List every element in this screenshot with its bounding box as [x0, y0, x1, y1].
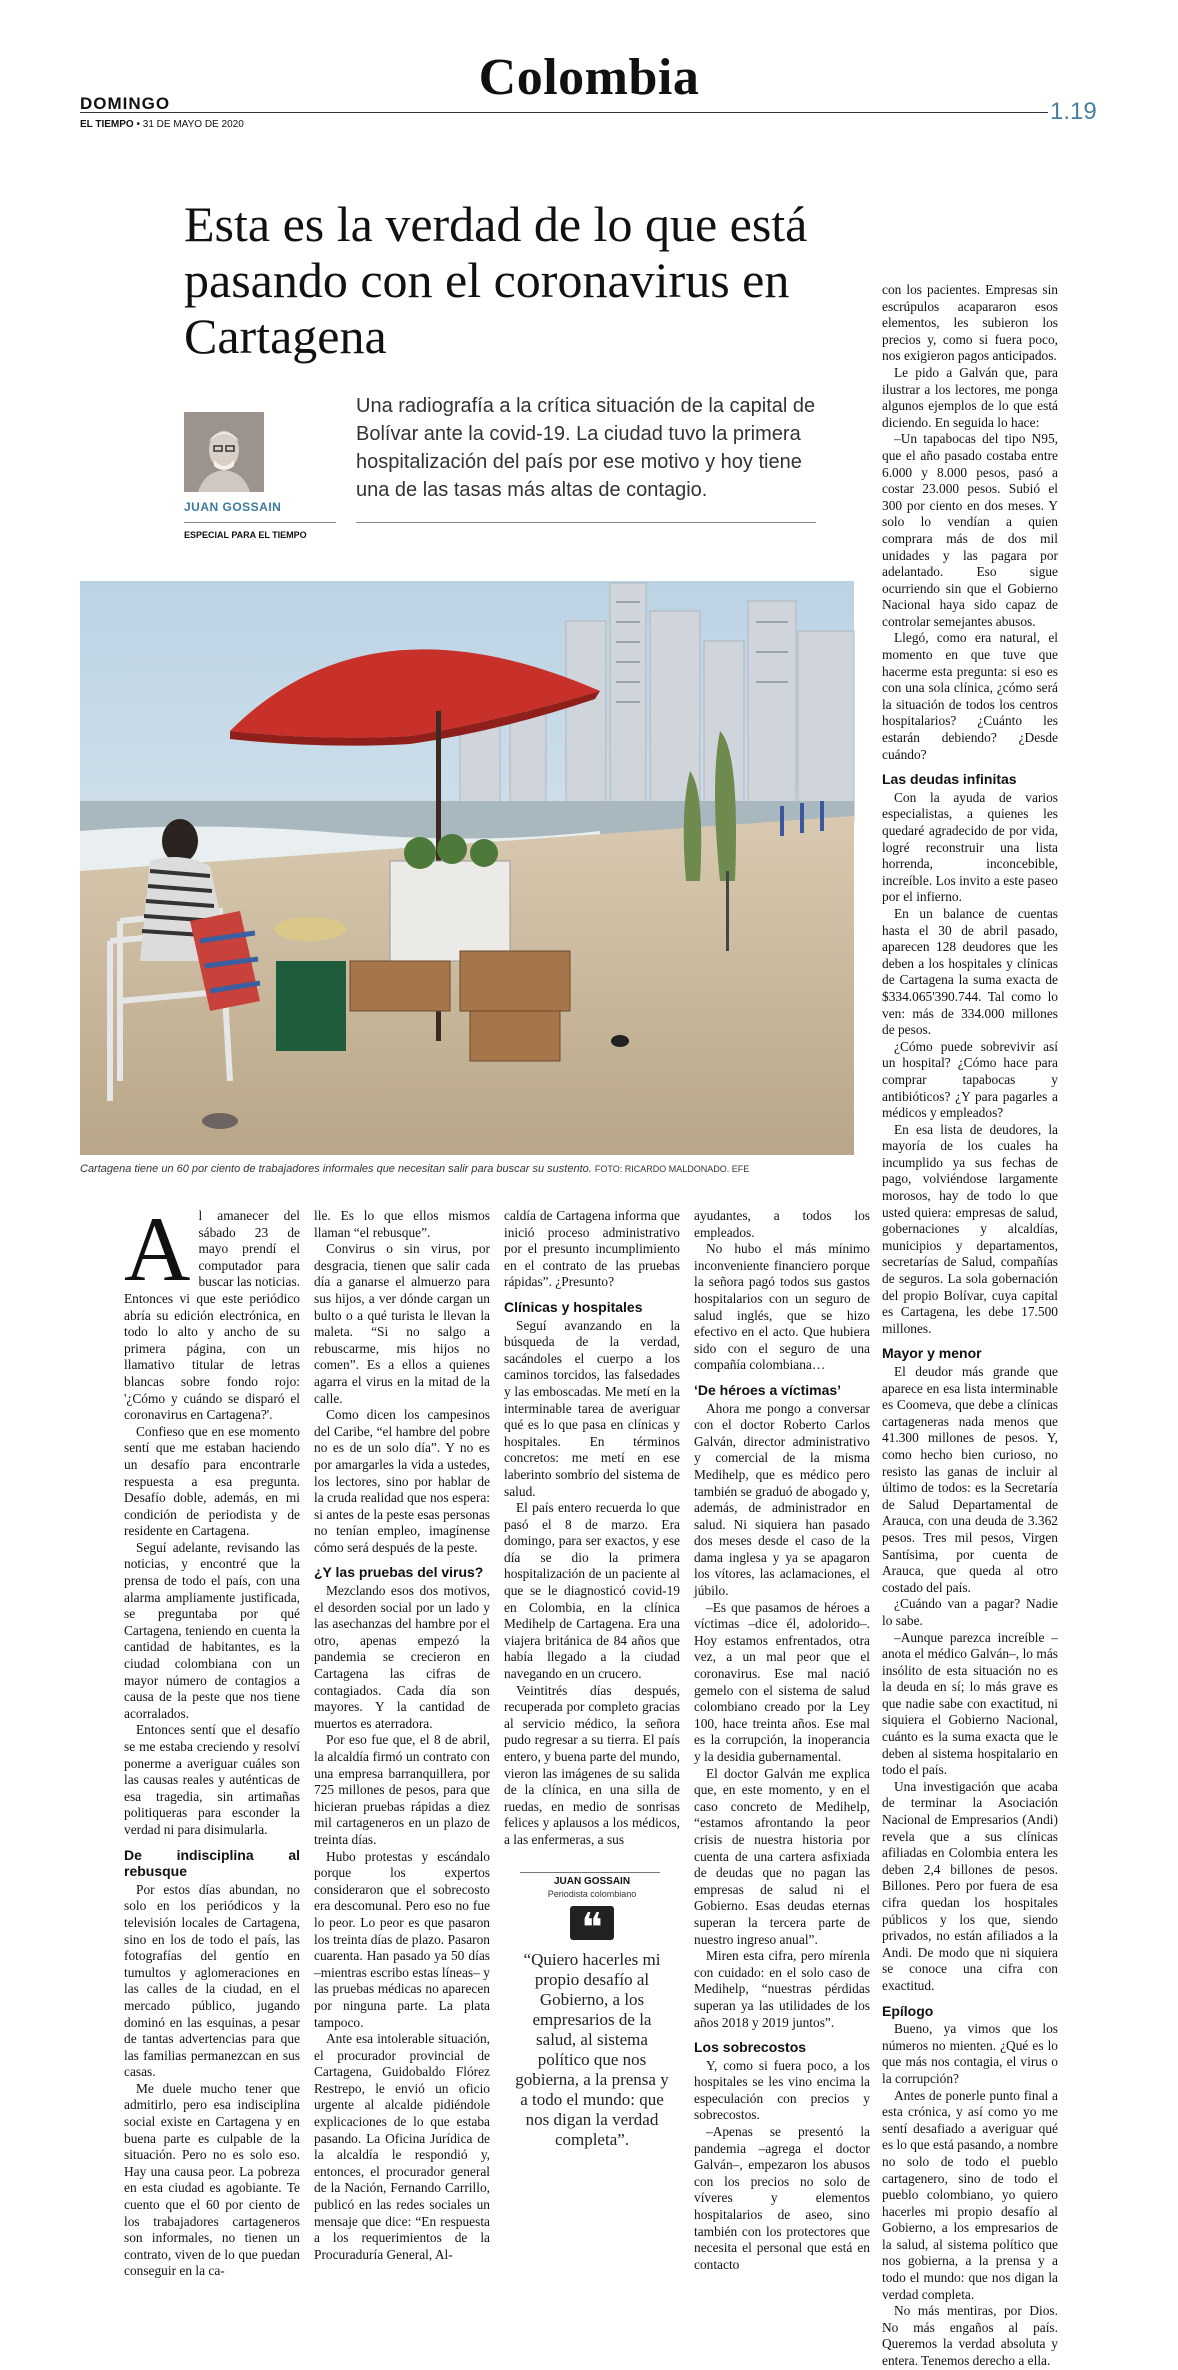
author-role: ESPECIAL PARA EL TIEMPO	[184, 530, 307, 540]
drop-cap: A	[124, 1198, 191, 1300]
page-number: 1.19	[1050, 98, 1097, 125]
paragraph: El país entero recuerda lo que pasó el 8 de marzo. Era domingo, para ser exactos, y ese día se dio la primera hospitalización de un paciente al que se le diagnosticó covid-19 en Colombia, en la clínica Medihelp de Cartagena. Era una viajera británica de 84 años que había llegado a la ciudad navegando en un crucero.	[504, 1500, 680, 1682]
paragraph: Convirus o sin virus, por desgracia, tienen que salir cada día a ganarse el almuerzo para sus hijos, a ver dónde cargan un bulto o a qué turista le llevan la maleta. “Si no salgo a rebuscarme, mis hijos no comen”. Es a ellos a quienes agarra el virus en la mitad de la calle.	[314, 1241, 490, 1406]
paragraph: l amanecer del sábado 23 de mayo prendí el computador para buscar las noticias. Entonces vi que este periódico abría su edición electrónica, en todo lo alto y ancho de su primera página, con un llamativo titular de letras blancas sobre fondo rojo: '¿Cómo y cuándo se disparó el coronavirus en Cartagena?'.	[124, 1208, 300, 1423]
article-column-2	[314, 1208, 490, 2262]
paragraph: –Un tapabocas del tipo N95, que el año pasado costaba entre 6.000 y 8.000 pesos, pasó a costar 23.000 pesos. Subió el 300 por ciento en dos meses. Y solo lo vendían a quien comprara más de dos mil unidades y las pagara por adelantado. Eso sigue ocurriendo sin que el Gobierno Nacional haya sido capaz de controlar semejantes abusos.	[882, 431, 1058, 629]
pull-quote-rule	[520, 1872, 660, 1873]
article-column-4	[694, 1208, 870, 2272]
paragraph: Miren esta cifra, pero mírenla con cuidado: en el solo caso de Medihelp, “nuestras pérdidas superan ya las utilidades de los años 2018 y 2019 juntos”.	[694, 1948, 870, 2030]
paragraph: ¿Cómo puede sobrevivir así un hospital? ¿Cómo hace para comprar tapabocas y antibióticos? ¿Y para pagarles a médicos y empleados?	[882, 1038, 1058, 1121]
deck: Una radiografía a la crítica situación de la capital de Bolívar ante la covid-19. La ciudad tuvo la primera hospitalización del país por ese motivo y hoy tiene una de las tasas más altas de contagio.	[356, 395, 816, 501]
paragraph: El doctor Galván me explica que, en este momento, y en el caso concreto de Medihelp, “estamos afrontando la peor crisis de nuestra historia por cuenta de una cartera asfixiada de deudas que no pagan las empresas de salud ni el Gobierno. Esas deudas eternas superan la tercera parte de nuestro ingreso anual”.	[694, 1765, 870, 1947]
paragraph: ¿Cuándo van a pagar? Nadie lo sabe.	[882, 1596, 1058, 1628]
paragraph: Y, como si fuera poco, a los hospitales se les vino encima la especulación con precios y sobrecostos.	[694, 2057, 870, 2123]
header-rule	[80, 112, 1048, 113]
subheading: De indisciplina al rebusque	[124, 1846, 300, 1880]
paragraph: Seguí adelante, revisando las noticias, y encontré que la prensa de todo el país, con una alarma ampliamente justificada, se preguntaba por qué Cartagena, teniendo en cuenta la cantidad de habitantes, es la ciudad colombiana con un mayor número de contagios a causa de la peste que nos tiene acorralados.	[124, 1539, 300, 1721]
subheading: ‘De héroes a víctimas’	[694, 1381, 842, 1398]
pull-quote-text: “Quiero hacerles mi propio desafío al Gobierno, a los empresarios de la salud, al sistema político que nos gobierna, a la prensa y a todo el mundo: que nos digan la verdad completa”.	[515, 1950, 669, 2149]
paragraph: –Apenas se presentó la pandemia –agrega el doctor Galván–, empezaron los abusos con los precios no solo de víveres y elementos hospitalarios de aseo, sino también con los protectores que necesita el personal que está en contacto	[694, 2124, 870, 2272]
caption-text: Cartagena tiene un 60 por ciento de trabajadores informales que necesitan salir para buscar su sustento.	[80, 1163, 592, 1175]
dateline: EL TIEMPO • 31 DE MAYO DE 2020	[80, 119, 244, 130]
paragraph: Veintitrés días después, recuperada por completo gracias al servicio médico, la señora pudo regresar a su tierra. El país entero, y buena parte del mundo, vieron las imágenes de su salida de la clínica, en una silla de ruedas, en medio de sonrisas felices y aplausos a los médicos, a las enfermeras, a sus	[504, 1682, 680, 1847]
paragraph: En un balance de cuentas hasta el 30 de abril pasado, aparecen 128 deudores que les deben a los hospitales y clínicas de Cartagena la suma exacta de $334.065'390.744. Tal como lo ven: más de 334.000 millones de pesos.	[882, 905, 1058, 1038]
subheading: ¿Y las pruebas del virus?	[314, 1564, 484, 1581]
paragraph: Por eso fue que, el 8 de abril, la alcaldía firmó un contrato con una empresa barranquillera, por 725 millones de pesos, para que hicieran pruebas rápidas a diez mil cartageneros en un plazo de treinta días.	[314, 1732, 490, 1847]
paragraph: con los pacientes. Empresas sin escrúpulos acapararon esos elementos, les subieron los precios y, como si fuera poco, nos exigieron pagos anticipados.	[882, 282, 1058, 364]
paragraph: Bueno, ya vimos que los números no mienten. ¿Qué es lo que más nos contagia, el virus o la corrupción?	[882, 2021, 1058, 2086]
paragraph: Ante esa intolerable situación, el procurador provincial de Cartagena, Guidobaldo Flórez Restrepo, le envió un oficio urgente al alcalde pidiéndole explicaciones de lo que estaba pasando. La Oficina Jurídica de la alcaldía le respondió y, entonces, el procurador general de la Nación, Fernando Carrillo, publicó en las redes sociales un mensaje que dice: “En respuesta a los requerimientos de la Procuraduría General, Al-	[314, 2031, 490, 2262]
photo-caption	[80, 1163, 854, 1175]
subheading: Las deudas infinitas	[882, 771, 1017, 788]
article-column-5	[882, 282, 1058, 2369]
deck-rule	[356, 522, 816, 523]
author-name: JUAN GOSSAIN	[184, 500, 282, 514]
author-rule	[184, 522, 336, 523]
headline: Esta es la verdad de lo que está pasando con el coronavirus en Cartagena	[184, 196, 808, 364]
paragraph: Entonces sentí que el desafío se me estaba creciendo y resolví ponerme a averiguar cuáles son las causas reales y auténticas de esa tragedia, sin artimañas politiqueras para esconder la verdad ni para disimularla.	[124, 1722, 300, 1837]
issue-date: 31 DE MAYO DE 2020	[142, 119, 244, 130]
paragraph: Le pido a Galván que, para ilustrar a los lectores, me ponga algunos ejemplos de lo que está diciendo. En seguida lo hace:	[882, 364, 1058, 430]
paragraph: Una investigación que acaba de terminar la Asociación Nacional de Empresarios (Andi) revela que a sus clínicas afiliadas en Colombia entera les deben 2,4 billones de pesos. Billones. Pero por fuera de esa cifra quedan los hospitales públicos y los que, siendo privados, no están afiliados a la Andi. De modo que ni siquiera se conoce una cifra con exactitud.	[882, 1778, 1058, 1993]
paragraph: No más mentiras, por Dios. No más engaños al país. Queremos la verdad absoluta y entera. Tenemos derecho a ella.	[882, 2303, 1058, 2369]
paragraph: Antes de ponerle punto final a esta crónica, y así como yo me sentí desafiado a averiguar qué es lo que está pasando, a nombre no solo de todo el pueblo cartagenero, sino de todo el pueblo colombiano, yo quiero hacerles mi propio desafío al Gobierno, a los empresarios de la salud, al sistema político que nos gobierna, a la prensa y a todo el mundo: que nos digan la verdad completa.	[882, 2087, 1058, 2302]
paragraph: Seguí avanzando en la búsqueda de la verdad, sacándoles el cuerpo a los caminos torcidos, las falsedades y las emboscadas. Me metí en la interminable tarea de averiguar qué es lo que pasa en clínicas y hospitales. En términos concretos: me metí en ese laberinto sombrío del sistema de salud.	[504, 1317, 680, 1499]
subheading: Mayor y menor	[882, 1345, 982, 1362]
paper-name: EL TIEMPO	[80, 119, 134, 130]
pull-quote-name: JUAN GOSSAIN	[553, 1876, 631, 1887]
paragraph: caldía de Cartagena informa que inició proceso administrativo por el presunto incumplimiento en el contrato de las pruebas rápidas”. ¿Presunto?	[504, 1208, 680, 1290]
paragraph: Me duele mucho tener que admitirlo, pero esa indisciplina social existe en Cartagena y en buena parte es culpable de la situación. Pero no es solo eso. Hay una causa peor. La pobreza en esta ciudad es agobiante. Te cuento que el 60 por ciento de los trabajadores cartageneros son informales, no tienen un contrato, viven de lo que puedan conseguir en la ca-	[124, 2080, 300, 2279]
day-label: DOMINGO	[80, 94, 171, 113]
paragraph: Mezclando esos dos motivos, el desorden social por un lado y las asechanzas del hambre por el otro, apenas empezó la pandemia se crecieron en Cartagena las cifras de contagiados. Cada día son mayores. Y la cantidad de muertos es aterradora.	[314, 1583, 490, 1731]
paragraph: En esa lista de deudores, la mayoría de los cuales ha incumplido ya sus fechas de pago, volviéndose largamente morosos, hay de todo lo que usted quiera: empresas de salud, gobernaciones y alcaldías, municipios y departamentos, secretarías de Salud, compañías de seguros. La sola gobernación del propio Bolívar, cuya capital es Cartagena, les debe 17.500 millones.	[882, 1121, 1058, 1336]
article-column-3	[504, 1208, 680, 1858]
paragraph: Confieso que en ese momento sentí que me estaban haciendo un desafío para encontrarle respuesta a esa pregunta. Desafío doble, además, en mi condición de periodista y de residente en Cartagena.	[124, 1423, 300, 1539]
paragraph: Por estos días abundan, no solo en los periódicos y la televisión locales de Cartagena, sino en los de todo el país, las fotografías del gentío en tumultos y aglomeraciones en las calles de la ciudad, en el mercado público, jugando dominó en las esquinas, a pesar de tantas advertencias para que las familias permanezcan en sus casas.	[124, 1881, 300, 2080]
pull-quote-role: Periodista colombiano	[547, 1889, 637, 1899]
beach-photo	[80, 581, 854, 1155]
subheading: Epílogo	[882, 2002, 934, 2019]
article-column-1	[124, 1198, 300, 2279]
paragraph: lle. Es lo que ellos mismos llaman “el rebusque”.	[314, 1208, 490, 1240]
paragraph: Con la ayuda de varios especialistas, a quienes les quedaré agradecido de por vida, logré reconstruir una lista horrenda, inconcebible, increíble. Los invito a este paseo por el infierno.	[882, 789, 1058, 905]
paragraph: –Es que pasamos de héroes a víctimas –dice él, adolorido–. Hoy estamos enfrentados, otra vez, a un mal peor que el coronavirus. Ese mal nació gemelo con el sistema de salud colombiano creado por la Ley 100, hace treinta años. Ese mal es la corrupción, la inoperancia y la desidia gubernamental.	[694, 1599, 870, 1764]
section-title: Colombia	[478, 49, 700, 106]
paragraph: Como dicen los campesinos del Caribe, “el hambre del pobre no es de un solo día”. Y no es por amargarles la vida a ustedes, los lectores, sino por hablar de la cruda realidad que nos espera: si antes de la peste esas personas no tenían empleo, imagínense cómo será después de la peste.	[314, 1407, 490, 1555]
paragraph: ayudantes, a todos los empleados.	[694, 1208, 870, 1240]
paragraph: No hubo el más mínimo inconveniente financiero porque la señora pagó todos sus gastos hospitalarios con un seguro de salud inglés, que se hizo efectivo en el acto. Que hubiera sido con el seguro de una compañía colombiana…	[694, 1241, 870, 1373]
author-photo	[184, 412, 264, 492]
paragraph: –Aunque parezca increíble –anota el médico Galván–, lo más insólito de esta situación no es la deuda en sí; lo más grave es que nadie sabe con exactitud, ni siquiera el Gobierno Nacional, cuánto es la suma exacta que le deben al sistema hospitalario en todo el país.	[882, 1629, 1058, 1778]
paragraph: Ahora me pongo a conversar con el doctor Roberto Carlos Galván, director administrativo y comercial de la misma Medihelp, que es médico pero también se graduó de abogado y, además, de administrador en salud. Ni siquiera han pasado dos meses desde el caso de la dama inglesa y ya se apagaron los vítores, las aclamaciones, el júbilo.	[694, 1400, 870, 1599]
paragraph: Hubo protestas y escándalo porque los expertos consideraron que el sobrecosto era descomunal. Pero eso no fue lo peor. Lo peor es que pasaron los treinta días de plazo. Pasaron cuarenta. Han pasado ya 50 días –mientras escribo estas líneas– y las pruebas médicas no aparecen por ninguna parte. La plata tampoco.	[314, 1848, 490, 2030]
subheading: Clínicas y hospitales	[504, 1298, 643, 1315]
quote-mark-icon: ❝	[570, 1906, 614, 1940]
paragraph: El deudor más grande que aparece en esa lista interminable es Coomeva, que debe a clínicas cartageneras nada menos que 41.300 millones de pesos. Y, como hecho bien curioso, no resisto las ganas de incluir al último de todos: es la Secretaría de Salud Departamental de Arauca, con una deuda de 3.362 pesos. Tres mil pesos, Virgen Santísima, por cuenta de Arauca, que queda al otro costado del país.	[882, 1364, 1058, 1595]
paragraph: Llegó, como era natural, el momento en que tuve que hacerme esta pregunta: si eso es con una sola clínica, ¿cómo será la situación de todos los centros hospitalarios? ¿Cuánto les estarán debiendo? ¿Desde cuándo?	[882, 630, 1058, 762]
subheading: Los sobrecostos	[694, 2039, 807, 2056]
photo-credit: FOTO: RICARDO MALDONADO. EFE	[594, 1164, 750, 1174]
